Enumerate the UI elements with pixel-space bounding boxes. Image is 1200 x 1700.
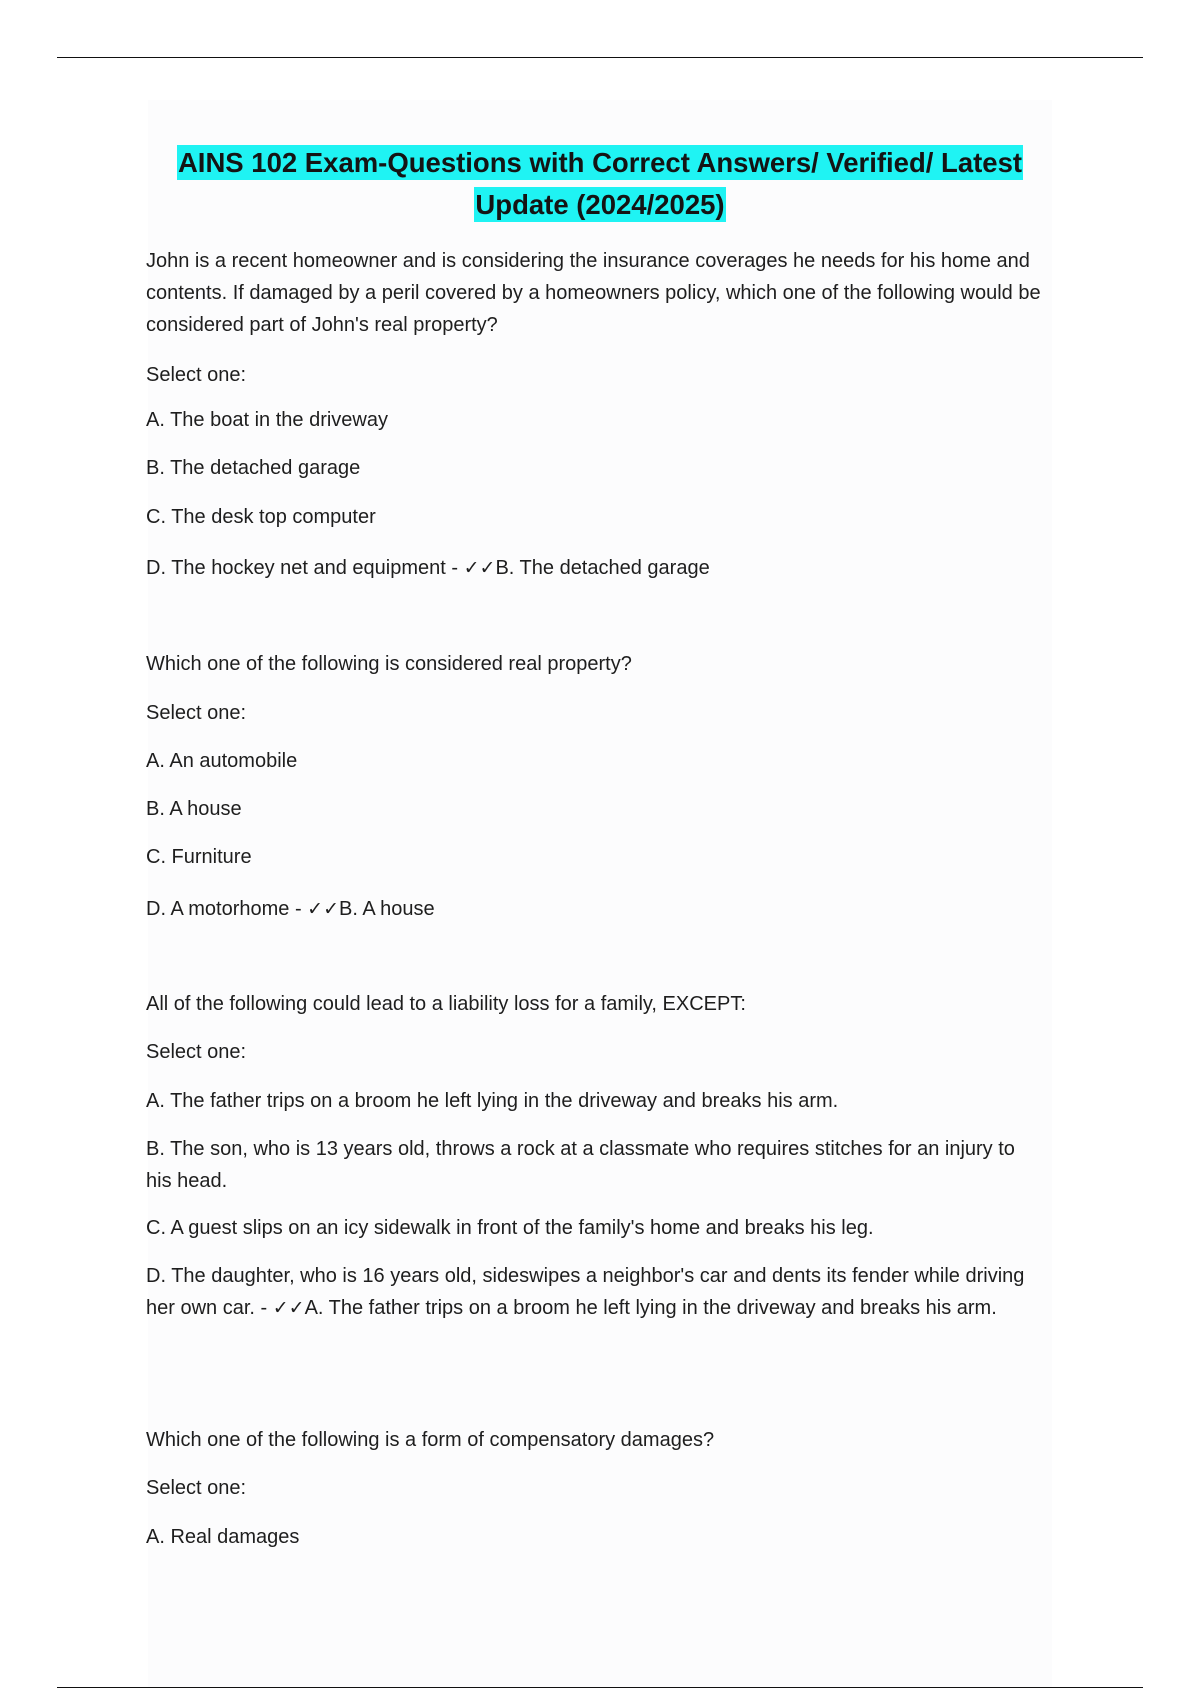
- top-rule: [57, 57, 1143, 58]
- question-1-option-b: B. The detached garage: [146, 457, 361, 479]
- title-highlight: [177, 145, 1023, 222]
- question-4-instruction: Select one:: [146, 1477, 247, 1499]
- page-title: [100, 142, 1100, 226]
- question-2-option-a: A. An automobile: [146, 750, 298, 772]
- question-1-option-d-with-answer: [146, 552, 1046, 584]
- question-2-instruction: Select one:: [146, 702, 247, 724]
- bottom-rule: [57, 1687, 1143, 1688]
- question-4-option-a: A. Real damages: [146, 1526, 300, 1548]
- question-1-option-a: A. The boat in the driveway: [146, 409, 388, 431]
- question-1-option-c: C. The desk top computer: [146, 506, 376, 528]
- question-3-prompt: All of the following could lead to a liability loss for a family, EXCEPT:: [146, 993, 746, 1015]
- question-3-option-a: A. The father trips on a broom he left lying in the driveway and breaks his arm.: [146, 1090, 839, 1112]
- question-2-option-c: C. Furniture: [146, 846, 252, 868]
- title-line-1: AINS 102 Exam-Questions with Correct Answers/ Verified/ Latest: [177, 147, 1023, 178]
- question-3-option-c: C. A guest slips on an icy sidewalk in front of the family's home and breaks his leg.: [146, 1217, 874, 1239]
- question-2-option-d: D. A motorhome -: [146, 898, 308, 920]
- question-1-instruction: Select one:: [146, 364, 247, 386]
- question-4-prompt: Which one of the following is a form of compensatory damages?: [146, 1429, 715, 1451]
- question-2-option-b: B. A house: [146, 798, 242, 820]
- question-3-option-b: B. The son, who is 13 years old, throws a rock at a classmate who requires stitches for an injury to his head.: [146, 1138, 1015, 1192]
- question-2-prompt: Which one of the following is considered real property?: [146, 653, 632, 675]
- question-2-option-d-with-answer: [146, 893, 1046, 925]
- question-3-instruction: Select one:: [146, 1041, 247, 1063]
- question-1-prompt: John is a recent homeowner and is considering the insurance coverages he needs for his home and contents. If damaged by a peril covered by a homeowners policy, which one of the following would be considered part of John's real property?: [146, 250, 1041, 336]
- answer-check-icon: ✓✓: [307, 898, 340, 920]
- question-1-option-d: D. The hockey net and equipment -: [146, 557, 464, 579]
- answer-check-icon: ✓✓: [463, 557, 496, 579]
- question-1-answer: B. The detached garage: [495, 557, 710, 579]
- answer-check-icon: ✓✓: [272, 1297, 305, 1319]
- question-3-answer: A. The father trips on a broom he left lying in the driveway and breaks his arm.: [304, 1297, 997, 1319]
- title-line-2: Update (2024/2025): [475, 189, 725, 220]
- question-3-option-d: D. The daughter, who is 16 years old, sideswipes a neighbor's car and dents its fender while driving her own car. -: [146, 1265, 1025, 1319]
- question-2-answer: B. A house: [339, 898, 435, 920]
- question-3-option-d-with-answer: [146, 1260, 1046, 1324]
